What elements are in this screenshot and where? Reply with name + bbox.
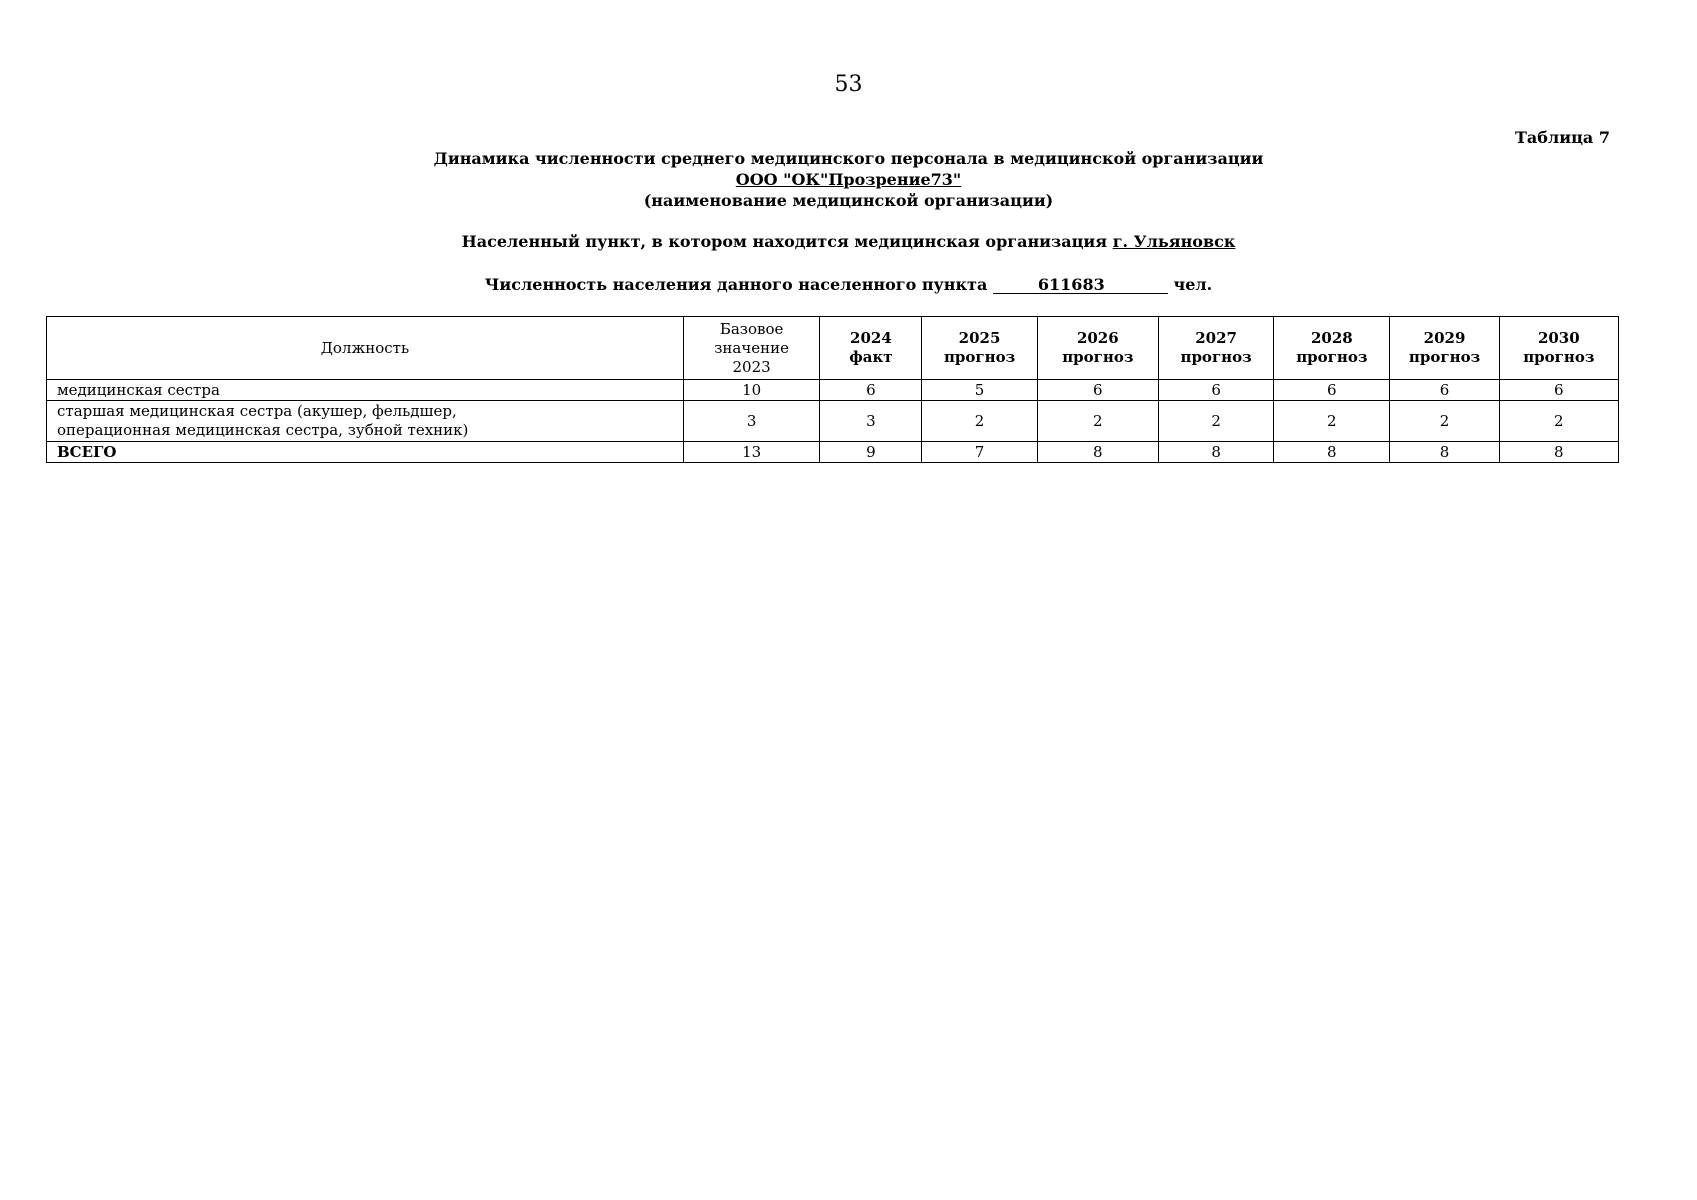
- staff-table: [46, 316, 1619, 463]
- header-year-2030: 2030 прогноз: [1499, 317, 1618, 380]
- total-value: 8: [1499, 442, 1618, 463]
- title-block: [0, 148, 1697, 211]
- population-line: [0, 275, 1697, 294]
- cell-value: 6: [820, 380, 922, 401]
- cell-value: 6: [1037, 380, 1158, 401]
- cell-value: 2: [1390, 401, 1499, 442]
- document-title: Динамика численности среднего медицинского персонала в медицинской организации: [433, 149, 1264, 168]
- header-year-2026: 2026 прогноз: [1037, 317, 1158, 380]
- cell-value: 6: [1158, 380, 1273, 401]
- header-year-2029: 2029 прогноз: [1390, 317, 1499, 380]
- table-total-row: [47, 442, 1619, 463]
- table-row: [47, 380, 1619, 401]
- cell-value: 3: [683, 401, 819, 442]
- cell-value: 2: [1499, 401, 1618, 442]
- table-label: Таблица 7: [1515, 128, 1610, 147]
- total-value: 8: [1390, 442, 1499, 463]
- settlement-value: г. Ульяновск: [1112, 232, 1236, 251]
- cell-value: 2: [922, 401, 1037, 442]
- total-value: 8: [1037, 442, 1158, 463]
- cell-value: 2: [1274, 401, 1390, 442]
- cell-value: 6: [1390, 380, 1499, 401]
- header-year-2028: 2028 прогноз: [1274, 317, 1390, 380]
- cell-value: 3: [820, 401, 922, 442]
- population-label: Численность населения данного населенного пункта: [484, 275, 988, 294]
- cell-value: 10: [683, 380, 819, 401]
- row-position-name: медицинская сестра: [47, 380, 684, 401]
- cell-value: 6: [1274, 380, 1390, 401]
- total-value: 8: [1158, 442, 1273, 463]
- cell-value: 5: [922, 380, 1037, 401]
- table-row: [47, 401, 1619, 442]
- settlement-line: [0, 232, 1697, 251]
- cell-value: 2: [1158, 401, 1273, 442]
- organization-caption: (наименование медицинской организации): [643, 191, 1054, 210]
- organization-name: ООО "ОК"Прозрение73": [735, 170, 962, 189]
- header-base: Базовое значение 2023: [683, 317, 819, 380]
- population-value: 611683: [993, 276, 1168, 294]
- header-year-2024: 2024 факт: [820, 317, 922, 380]
- header-year-2027: 2027 прогноз: [1158, 317, 1273, 380]
- header-position: Должность: [47, 317, 684, 380]
- population-unit: чел.: [1173, 275, 1213, 294]
- total-value: 8: [1274, 442, 1390, 463]
- total-value: 9: [820, 442, 922, 463]
- cell-value: 6: [1499, 380, 1618, 401]
- total-label: ВСЕГО: [47, 442, 684, 463]
- settlement-label: Населенный пункт, в котором находится медицинская организация: [461, 232, 1108, 251]
- cell-value: 2: [1037, 401, 1158, 442]
- row-position-name: старшая медицинская сестра (акушер, фельдшер, операционная медицинская сестра, зубной техник): [47, 401, 684, 442]
- page-number: 53: [834, 72, 863, 97]
- total-value: 7: [922, 442, 1037, 463]
- header-year-2025: 2025 прогноз: [922, 317, 1037, 380]
- total-value: 13: [683, 442, 819, 463]
- table-header-row: [47, 317, 1619, 380]
